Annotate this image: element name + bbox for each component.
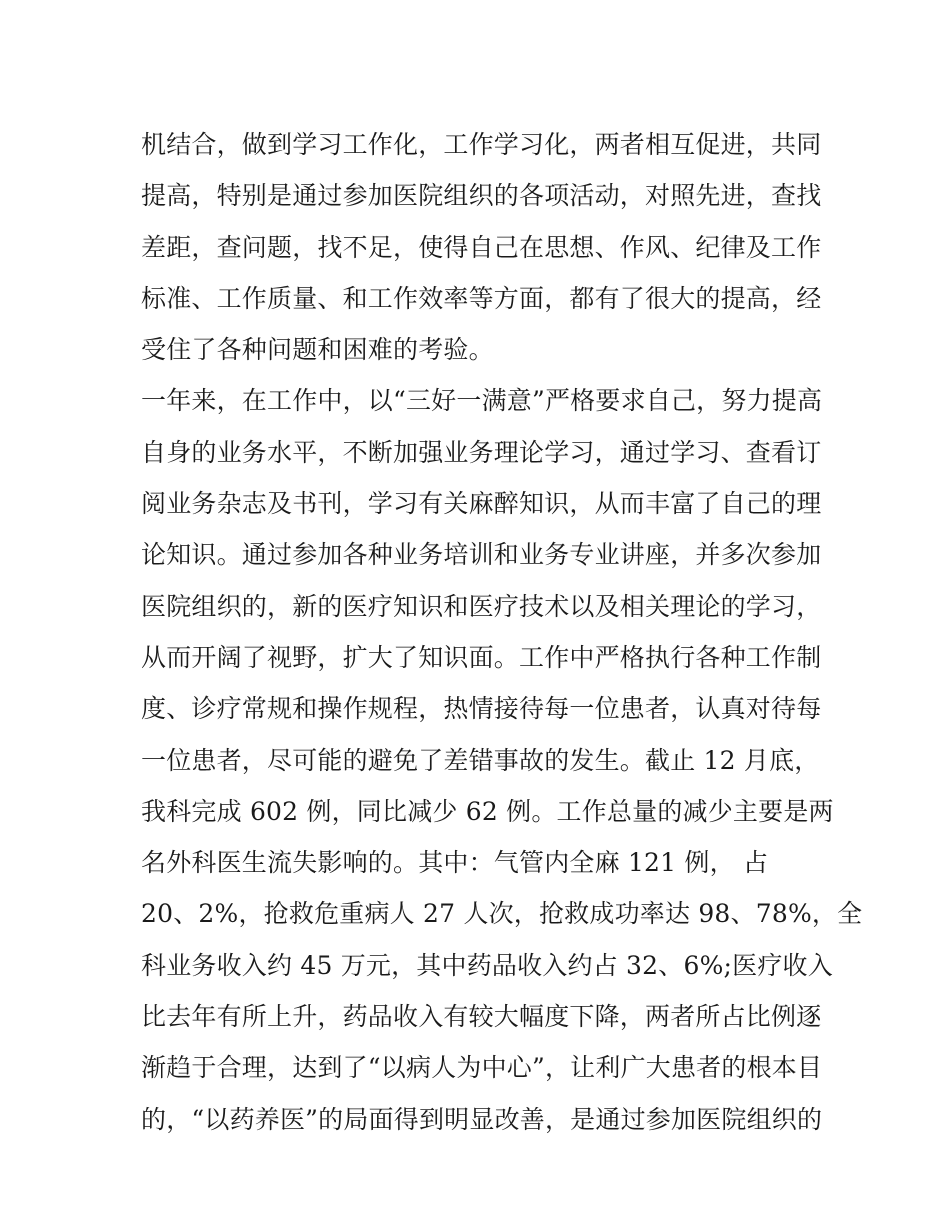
text-line-18: 比去年有所上升，药品收入有较大幅度下降，两者所占比例逐: [141, 1002, 822, 1032]
text-line-7: 自身的业务水平，不断加强业务理论学习，通过学习、查看订: [141, 437, 822, 467]
text-line-16: 20、2%，抢救危重病人 27 人次，抢救成功率达 98、78%，全: [141, 899, 863, 929]
text-line-8: 阅业务杂志及书刊，学习有关麻醉知识，从而丰富了自己的理: [141, 489, 822, 519]
text-line-2: 提高，特别是通过参加医院组织的各项活动，对照先进，查找: [141, 181, 822, 211]
body-text: [141, 119, 863, 1145]
text-line-10: 医院组织的，新的医疗知识和医疗技术以及相关理论的学习，: [141, 591, 822, 621]
text-line-20: 的，“以药养医”的局面得到明显改善，是通过参加医院组织的: [141, 1104, 823, 1134]
text-line-1: 机结合，做到学习工作化，工作学习化，两者相互促进，共同: [141, 130, 822, 159]
text-line-15: 名外科医生流失影响的。其中：气管内全麻 121 例， 占: [141, 848, 769, 878]
text-line-19: 渐趋于合理，达到了“以病人为中心”，让利广大患者的根本目: [141, 1053, 823, 1083]
text-line-13: 一位患者，尽可能的避免了差错事故的发生。截止 12 月底，: [141, 745, 820, 775]
text-line-9: 论知识。通过参加各种业务培训和业务专业讲座，并多次参加: [141, 540, 822, 570]
text-line-17: 科业务收入约 45 万元，其中药品收入约占 32、6%;医疗收入: [141, 950, 833, 980]
text-line-5: 受住了各种问题和困难的考验。: [141, 335, 494, 365]
text-line-12: 度、诊疗常规和操作规程，热情接待每一位患者，认真对待每: [141, 694, 822, 724]
text-line-6: 一年来，在工作中，以“三好一满意”严格要求自己，努力提高: [141, 386, 823, 416]
text-line-3: 差距，查问题，找不足，使得自己在思想、作风、纪律及工作: [141, 232, 822, 262]
text-line-4: 标准、工作质量、和工作效率等方面，都有了很大的提高，经: [141, 283, 822, 313]
text-line-14: 我科完成 602 例，同比减少 62 例。工作总量的减少主要是两: [141, 796, 834, 826]
text-line-11: 从而开阔了视野，扩大了知识面。工作中严格执行各种工作制: [141, 642, 822, 672]
